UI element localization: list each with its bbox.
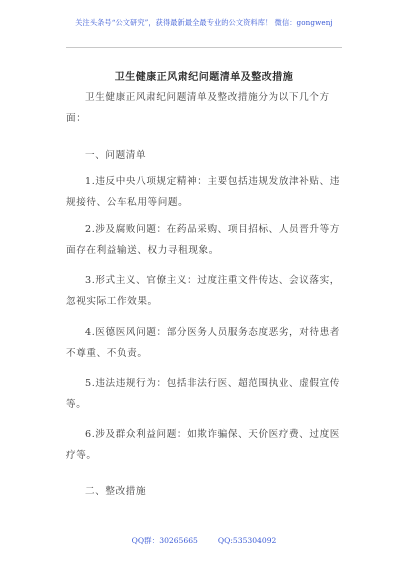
problem-item-1: 1.违反中央八项规定精神：主要包括违规发放津补贴、违规接待、公车私用等问题。 [66, 176, 341, 208]
intro-paragraph: 卫生健康正风肃纪问题清单及整改措施分为以下几个方面： [66, 92, 330, 124]
section-heading-measures: 二、整改措施 [85, 486, 147, 497]
problem-item-3: 3.形式主义、官僚主义：过度注重文件传达、会议落实，忽视实际工作效果。 [66, 275, 341, 307]
problem-item-5: 5.违法违规行为：包括非法行医、超范围执业、虚假宣传等。 [66, 378, 341, 410]
footer-contact [0, 535, 408, 546]
section-heading-problems: 一、问题清单 [85, 150, 147, 161]
problem-item-2: 2.涉及腐败问题：在药品采购、项目招标、人员晋升等方面存在利益输送、权力寻租现象。 [66, 224, 341, 256]
problem-item-6: 6.涉及群众利益问题：如欺诈骗保、天价医疗费、过度医疗等。 [66, 429, 341, 461]
header-divider [66, 47, 342, 48]
footer-qq-group: QQ群：30265665 [131, 536, 198, 545]
problem-item-4: 4.医德医风问题：部分医务人员服务态度恶劣，对待患者不尊重、不负责。 [66, 327, 341, 359]
footer-qq: QQ:535304092 [217, 536, 277, 545]
header-banner: 关注头条号“公文研究”，获得最新最全最专业的公文资料库！ 微信：gongwenj [75, 18, 333, 27]
document-title: 卫生健康正风肃纪问题清单及整改措施 [114, 72, 294, 83]
